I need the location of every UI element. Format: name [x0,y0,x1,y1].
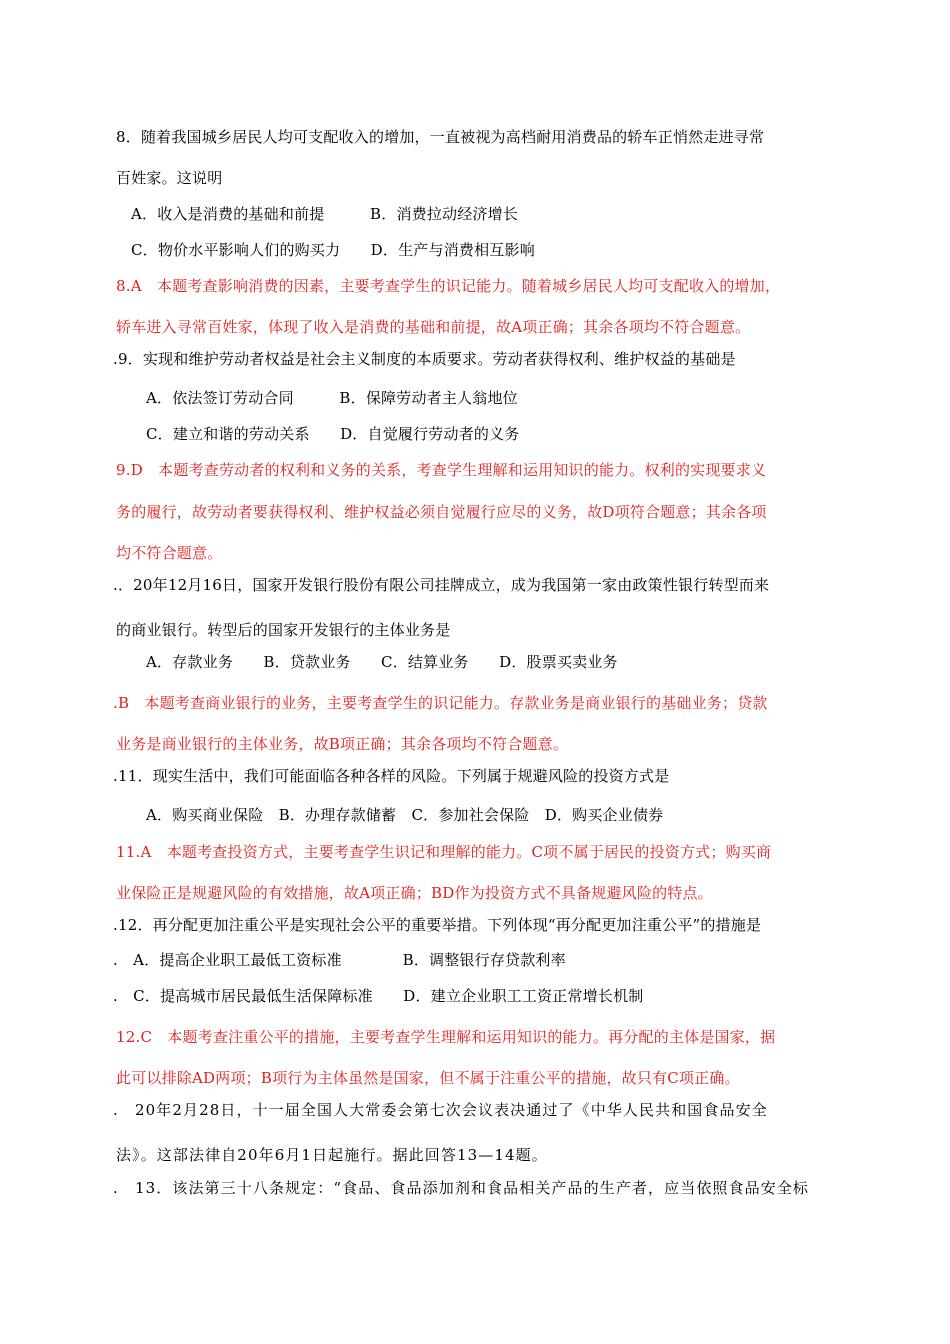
question-10-options: A．存款业务 B．贷款业务 C．结算业务 D．股票买卖业务 [146,653,618,671]
question-12-options-ab: . A．提高企业职工最低工资标准 B．调整银行存贷款利率 [113,951,566,969]
question-9-options-ab: A．依法签订劳动合同 B．保障劳动者主人翁地位 [146,389,518,407]
passage-13-14-line-2: 法》。这部法律自20年6月1日起施行。据此回答13—14题。 [116,1146,548,1164]
question-9-options-cd: C．建立和谐的劳动关系 D．自觉履行劳动者的义务 [146,425,520,443]
passage-13-14-line-1: . 20年2月28日，十一届全国人大常委会第七次会议表决通过了《中华人民共和国食品安全 [113,1101,768,1119]
question-12-stem: .12．再分配更加注重公平是实现社会公平的重要举措。下列体现“再分配更加注重公平”的措施是 [113,916,762,934]
question-11-options: A．购买商业保险 B．办理存款储蓄 C．参加社会保险 D．购买企业债券 [146,806,664,824]
question-8-options-ab: A．收入是消费的基础和前提 B．消费拉动经济增长 [131,205,519,223]
question-8-stem-line-1: 8．随着我国城乡居民人均可支配收入的增加，一直被视为高档耐用消费品的轿车正悄然走进寻常 [116,128,765,146]
answer-8-line-1: 8.A 本题考查影响消费的因素，主要考查学生的识记能力。随着城乡居民人均可支配收入的增加， [116,277,781,295]
question-13-stem: . 13．该法第三十八条规定：“食品、食品添加剂和食品相关产品的生产者，应当依照食品安全标 [113,1179,810,1197]
answer-9-line-3: 均不符合题意。 [116,544,223,562]
answer-10-line-2: 业务是商业银行的主体业务，故B项正确；其余各项均不符合题意。 [116,735,569,753]
question-9-stem: .9．实现和维护劳动者权益是社会主义制度的本质要求。劳动者获得权利、维护权益的基础是 [113,350,736,368]
question-8-options-cd: C．物价水平影响人们的购买力 D．生产与消费相互影响 [131,241,535,259]
answer-11-line-2: 业保险正是规避风险的有效措施，故A项正确；BD作为投资方式不具备规避风险的特点。 [116,884,713,902]
answer-8-line-2: 轿车进入寻常百姓家，体现了收入是消费的基础和前提，故A项正确；其余各项均不符合题意。 [116,318,751,336]
answer-12-line-2: 此可以排除AD两项；B项行为主体虽然是国家，但不属于注重公平的措施，故只有C项正确。 [116,1069,740,1087]
question-11-stem: .11．现实生活中，我们可能面临各种各样的风险。下列属于规避风险的投资方式是 [113,767,670,785]
answer-11-line-1: 11.A 本题考查投资方式，主要考查学生识记和理解的能力。C项不属于居民的投资方式；购买商 [116,843,772,861]
question-10-stem-line-1: .．20年12月16日，国家开发银行股份有限公司挂牌成立，成为我国第一家由政策性银行转型而来 [113,576,770,594]
question-12-options-cd: . C．提高城市居民最低生活保障标准 D．建立企业职工工资正常增长机制 [113,987,644,1005]
answer-9-line-2: 务的履行，故劳动者要获得权利、维护权益必须自觉履行应尽的义务，故D项符合题意；其余各项 [116,503,767,521]
answer-9-line-1: 9.D 本题考查劳动者的权利和义务的关系，考查学生理解和运用知识的能力。权利的实现要求义 [116,461,767,479]
question-8-stem-line-2: 百姓家。这说明 [116,169,223,187]
answer-12-line-1: 12.C 本题考查注重公平的措施，主要考查学生理解和运用知识的能力。再分配的主体是国家，据 [116,1028,776,1046]
answer-10-line-1: .B 本题考查商业银行的业务，主要考查学生的识记能力。存款业务是商业银行的基础业务；贷款 [113,694,768,712]
question-10-stem-line-2: 的商业银行。转型后的国家开发银行的主体业务是 [116,621,451,639]
